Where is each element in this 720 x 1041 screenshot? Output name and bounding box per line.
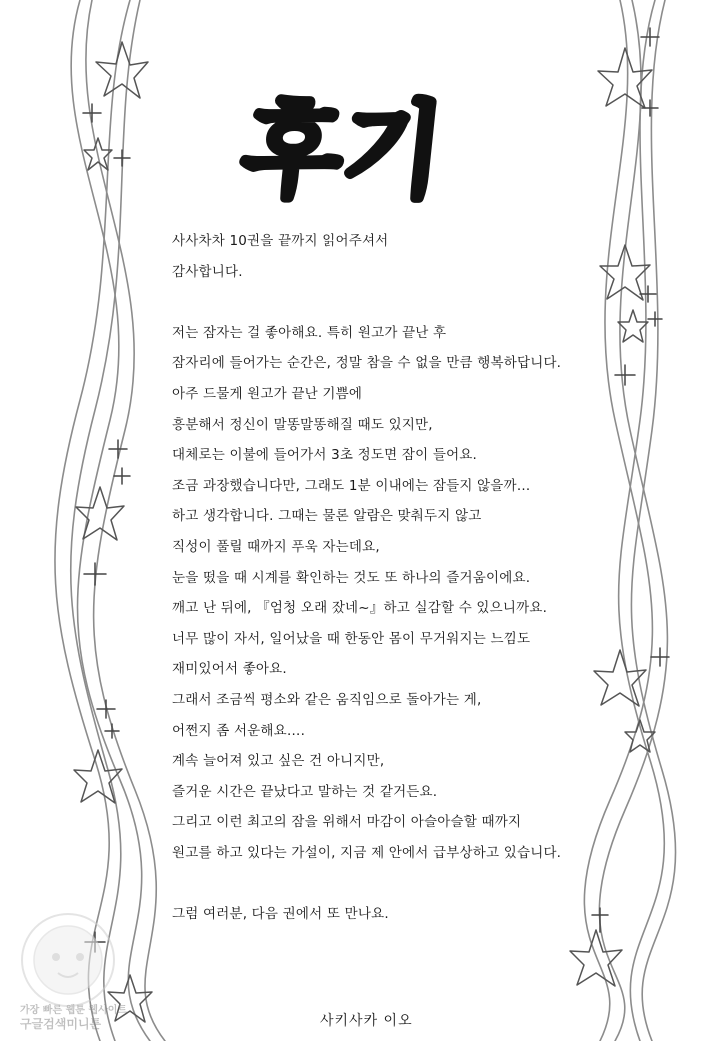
text-line: 사사차차 10권을 끝까지 읽어주셔서 <box>172 233 389 249</box>
watermark-line-2: 구글검색미니툰 <box>20 1017 102 1031</box>
text-line: 즐거운 시간은 끝났다고 말하는 것 같거든요. <box>172 783 438 800</box>
text-line: 재미있어서 좋아요. <box>172 661 287 678</box>
text-line: 직성이 풀릴 때까지 푸욱 자는데요, <box>172 538 380 555</box>
text-line: 조금 과장했습니다만, 그래도 1분 이내에는 잠들지 않을까… <box>172 477 531 494</box>
text-line: 깨고 난 뒤에, 『엄청 오래 잤네~』하고 실감할 수 있으니까요. <box>172 600 548 617</box>
text-line: 원고를 하고 있다는 가설이, 지금 제 안에서 급부상하고 있습니다. <box>172 844 562 861</box>
text-line: 너무 많이 자서, 일어났을 때 한동안 몸이 무거워지는 느낌도 <box>172 630 531 647</box>
title-lettering <box>220 82 480 212</box>
paragraph-gap <box>172 868 612 899</box>
title-text: 후기 <box>235 90 450 212</box>
text-line: 감사합니다. <box>172 263 243 280</box>
paragraph-gap <box>172 287 612 318</box>
text-line: 그럼 여러분, 다음 권에서 또 만나요. <box>172 906 389 923</box>
text-line: 그래서 조금씩 평소와 같은 움직임으로 돌아가는 게, <box>172 691 482 708</box>
text-line: 저는 잠자는 걸 좋아해요. 특히 원고가 끝난 후 <box>172 324 447 341</box>
site-watermark <box>6 905 146 1035</box>
afterword-body <box>172 226 612 930</box>
paragraph-greeting <box>172 226 612 287</box>
text-line: 눈을 떴을 때 시계를 확인하는 것도 또 하나의 즐거움이에요. <box>172 569 531 586</box>
paragraph-closing <box>172 899 612 930</box>
author-signature: 사키사카 이오 <box>320 1013 413 1029</box>
text-line: 하고 생각합니다. 그때는 물론 알람은 맞춰두지 않고 <box>172 508 482 525</box>
text-line: 아주 드물게 원고가 끝난 기쁨에 <box>172 385 363 402</box>
text-line: 어쩐지 좀 서운해요…. <box>172 722 306 739</box>
text-line: 잠자리에 들어가는 순간은, 정말 참을 수 없을 만큼 행복하답니다. <box>172 355 562 372</box>
watermark-line-1: 가장 빠른 웹툰 웹사이트 <box>20 1005 128 1016</box>
text-line: 계속 늘어져 있고 싶은 건 아니지만, <box>172 753 385 770</box>
paragraph-main <box>172 318 612 869</box>
page-title <box>220 82 480 212</box>
text-line: 흥분해서 정신이 말똥말똥해질 때도 있지만, <box>172 416 433 433</box>
text-line: 대체로는 이불에 들어가서 3초 정도면 잠이 들어요. <box>172 447 478 464</box>
text-line: 그리고 이런 최고의 잠을 위해서 마감이 아슬아슬할 때까지 <box>172 814 522 831</box>
